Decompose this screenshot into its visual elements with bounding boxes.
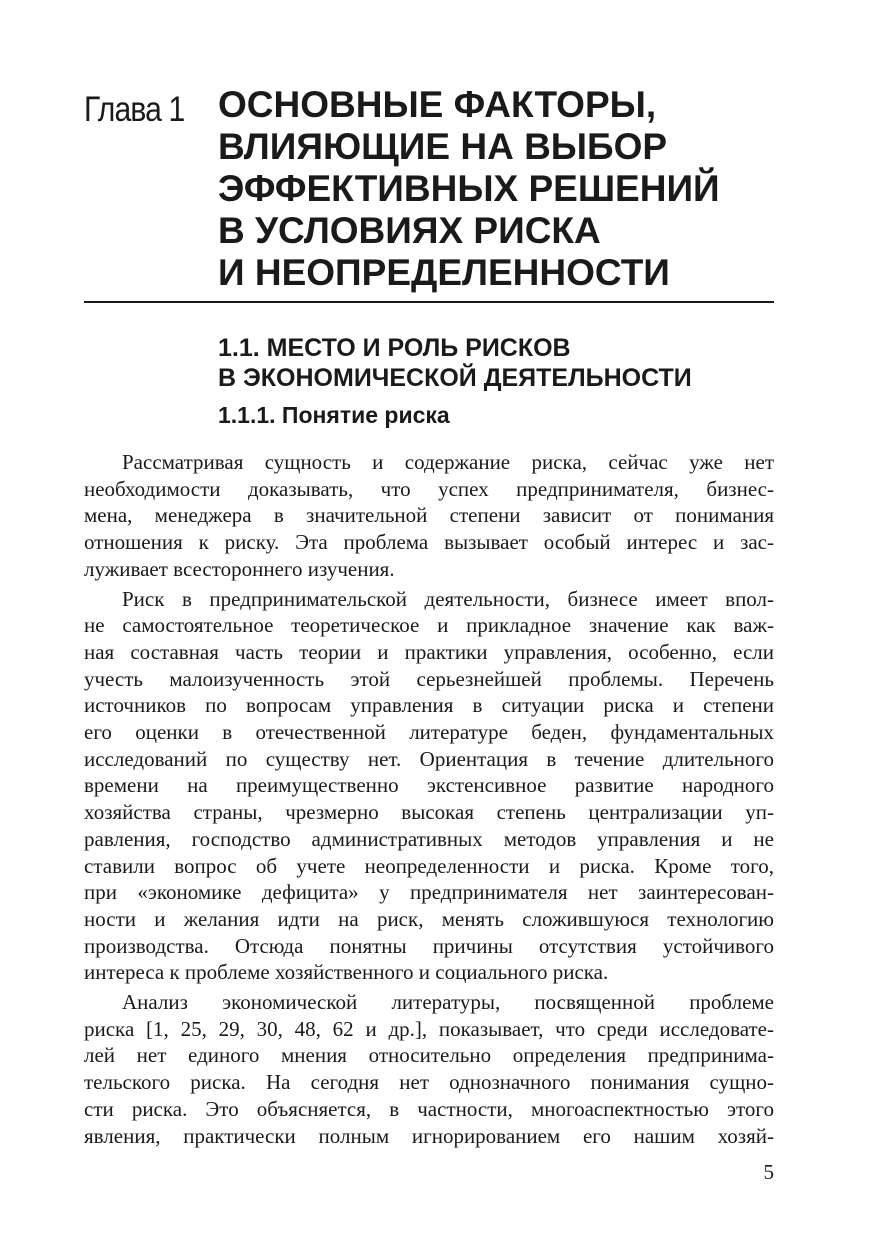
chapter-title-line: В УСЛОВИЯХ РИСКА	[218, 210, 601, 251]
subsection-title: 1.1.1. Понятие риска	[218, 402, 450, 428]
page-number: 5	[763, 1160, 774, 1184]
text-line: Риск в предпринимательской деятельности, бизнесе имеет впол-	[122, 586, 774, 611]
text-line: ности и желания идти на риск, менять сложившуюся технологию	[84, 906, 774, 931]
text-line: учесть малоизученность этой серьезнейшей проблемы. Перечень	[84, 666, 774, 691]
chapter-title	[218, 84, 778, 294]
chapter-title-line: ВЛИЯЮЩИЕ НА ВЫБОР	[218, 126, 668, 167]
paragraph-1	[84, 449, 774, 583]
section-title	[218, 333, 692, 393]
text-line: исследований по существу нет. Ориентация в течение длительного	[84, 746, 774, 771]
text-line: явления, практически полным игнорированием его нашим хозяй-	[84, 1123, 774, 1148]
text-line: ставили вопрос об учете неопределенности и риска. Кроме того,	[84, 853, 774, 878]
chapter-title-line: И НЕОПРЕДЕЛЕННОСТИ	[218, 252, 670, 293]
section-title-line: В ЭКОНОМИЧЕСКОЙ ДЕЯТЕЛЬНОСТИ	[218, 364, 692, 392]
text-line: равления, господство административных методов управления и не	[84, 826, 774, 851]
text-line: необходимости доказывать, что успех предпринимателя, бизнес-	[84, 476, 774, 501]
paragraph-3	[84, 989, 774, 1149]
text-line: источников по вопросам управления в ситуации риска и степени	[84, 693, 774, 718]
text-line: производства. Отсюда понятны причины отсутствия устойчивого	[84, 933, 774, 958]
text-line: при «экономике дефицита» у предпринимателя нет заинтересован-	[84, 880, 774, 905]
text-line: риска [1, 25, 29, 30, 48, 62 и др.], показывает, что среди исследовате-	[84, 1016, 774, 1041]
section-title-line: 1.1. МЕСТО И РОЛЬ РИСКОВ	[218, 334, 571, 362]
text-line: Анализ экономической литературы, посвященной проблеме	[122, 990, 774, 1015]
paragraph-2	[84, 586, 774, 987]
text-line: ная составная часть теории и практики управления, особенно, если	[84, 639, 774, 664]
text-line: мена, менеджера в значительной степени зависит от понимания	[84, 503, 774, 528]
text-line: сти риска. Это объясняется, в частности, многоаспектностью этого	[84, 1096, 774, 1121]
chapter-divider	[84, 301, 774, 303]
text-line: луживает всестороннего изучения.	[84, 556, 395, 581]
body-text	[84, 449, 774, 1152]
text-line: интереса к проблеме хозяйственного и социального риска.	[84, 960, 609, 985]
text-line: лей нет единого мнения относительно определения предпринима-	[84, 1043, 774, 1068]
text-line: отношения к риску. Эта проблема вызывает особый интерес и зас-	[84, 530, 774, 555]
text-line: хозяйства страны, чрезмерно высокая степень централизации уп-	[84, 800, 774, 825]
text-line: Рассматривая сущность и содержание риска, сейчас уже нет	[122, 450, 774, 474]
text-line: не самостоятельное теоретическое и прикладное значение как важ-	[84, 613, 774, 638]
text-line: тельского риска. На сегодня нет однозначного понимания сущно-	[84, 1070, 774, 1095]
text-line: его оценки в отечественной литературе беден, фундаментальных	[84, 720, 774, 745]
chapter-title-line: ОСНОВНЫЕ ФАКТОРЫ,	[218, 84, 657, 125]
chapter-title-line: ЭФФЕКТИВНЫХ РЕШЕНИЙ	[218, 168, 720, 209]
text-line: времени на преимущественно экстенсивное развитие народного	[84, 773, 774, 798]
chapter-label: Глава 1	[84, 90, 185, 129]
